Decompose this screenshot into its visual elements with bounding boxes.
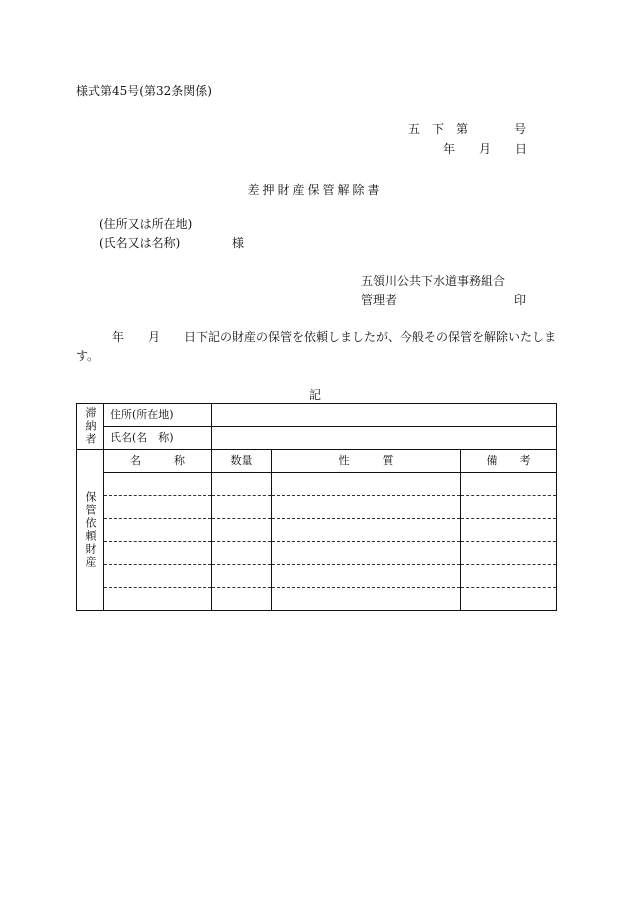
recipient-address-label: (住所又は所在地) <box>99 217 193 231</box>
address-row <box>77 404 557 427</box>
property-cell <box>77 450 104 611</box>
header-row <box>77 450 557 473</box>
doc-no-prefix-ge: 下 <box>432 122 445 136</box>
table-row <box>77 473 557 496</box>
cell-name[interactable] <box>104 588 212 611</box>
cell-name[interactable] <box>104 473 212 496</box>
address-label: 住所(所在地) <box>104 404 212 427</box>
body-year: 年 <box>112 330 125 344</box>
cell-name[interactable] <box>104 496 212 519</box>
issuer-title: 管理者 <box>361 293 398 307</box>
cell-remarks[interactable] <box>461 542 557 565</box>
cell-quantity[interactable] <box>212 542 272 565</box>
date-year: 年 <box>443 142 456 156</box>
cell-nature[interactable] <box>272 496 461 519</box>
col-header-nature: 性 質 <box>272 450 461 473</box>
name-label: 氏名(名 称) <box>104 427 212 450</box>
property-label: 保管依頼財産 <box>84 491 97 569</box>
issuer-organization: 五領川公共下水道事務組合 <box>361 274 506 288</box>
recipient-name-label: (氏名又は名称) <box>99 236 181 250</box>
col-header-remarks: 備 考 <box>461 450 557 473</box>
doc-no-dai: 第 <box>456 122 469 136</box>
delinquent-cell <box>77 404 104 450</box>
name-value[interactable] <box>212 427 557 450</box>
cell-quantity[interactable] <box>212 565 272 588</box>
cell-quantity[interactable] <box>212 473 272 496</box>
table-row <box>77 588 557 611</box>
cell-quantity[interactable] <box>212 496 272 519</box>
cell-nature[interactable] <box>272 565 461 588</box>
doc-no-prefix-go: 五 <box>408 122 421 136</box>
cell-remarks[interactable] <box>461 519 557 542</box>
form-number: 様式第45号(第32条関係) <box>76 84 212 98</box>
cell-remarks[interactable] <box>461 588 557 611</box>
recipient-honorific: 様 <box>232 236 245 250</box>
cell-remarks[interactable] <box>461 473 557 496</box>
cell-nature[interactable] <box>272 588 461 611</box>
page-title: 差押財産保管解除書 <box>247 183 383 197</box>
delinquent-label: 滞納者 <box>84 407 97 446</box>
table-row <box>77 519 557 542</box>
doc-no-gou: 号 <box>514 122 527 136</box>
cell-remarks[interactable] <box>461 496 557 519</box>
seal-mark: 印 <box>514 293 527 307</box>
cell-nature[interactable] <box>272 519 461 542</box>
cell-name[interactable] <box>104 542 212 565</box>
date-day: 日 <box>515 142 528 156</box>
property-table <box>76 403 557 611</box>
name-row <box>77 427 557 450</box>
cell-name[interactable] <box>104 519 212 542</box>
body-line-2: す。 <box>76 349 100 363</box>
body-month: 月 <box>148 330 161 344</box>
body-text: 日下記の財産の保管を依頼しましたが、今般その保管を解除いたしま <box>184 330 557 344</box>
col-header-name: 名 称 <box>104 450 212 473</box>
cell-nature[interactable] <box>272 473 461 496</box>
cell-name[interactable] <box>104 565 212 588</box>
cell-quantity[interactable] <box>212 519 272 542</box>
ki-heading: 記 <box>308 388 321 402</box>
table-row <box>77 542 557 565</box>
cell-remarks[interactable] <box>461 565 557 588</box>
address-value[interactable] <box>212 404 557 427</box>
col-header-quantity: 数量 <box>212 450 272 473</box>
cell-quantity[interactable] <box>212 588 272 611</box>
cell-nature[interactable] <box>272 542 461 565</box>
table-row <box>77 496 557 519</box>
date-month: 月 <box>479 142 492 156</box>
table-row <box>77 565 557 588</box>
